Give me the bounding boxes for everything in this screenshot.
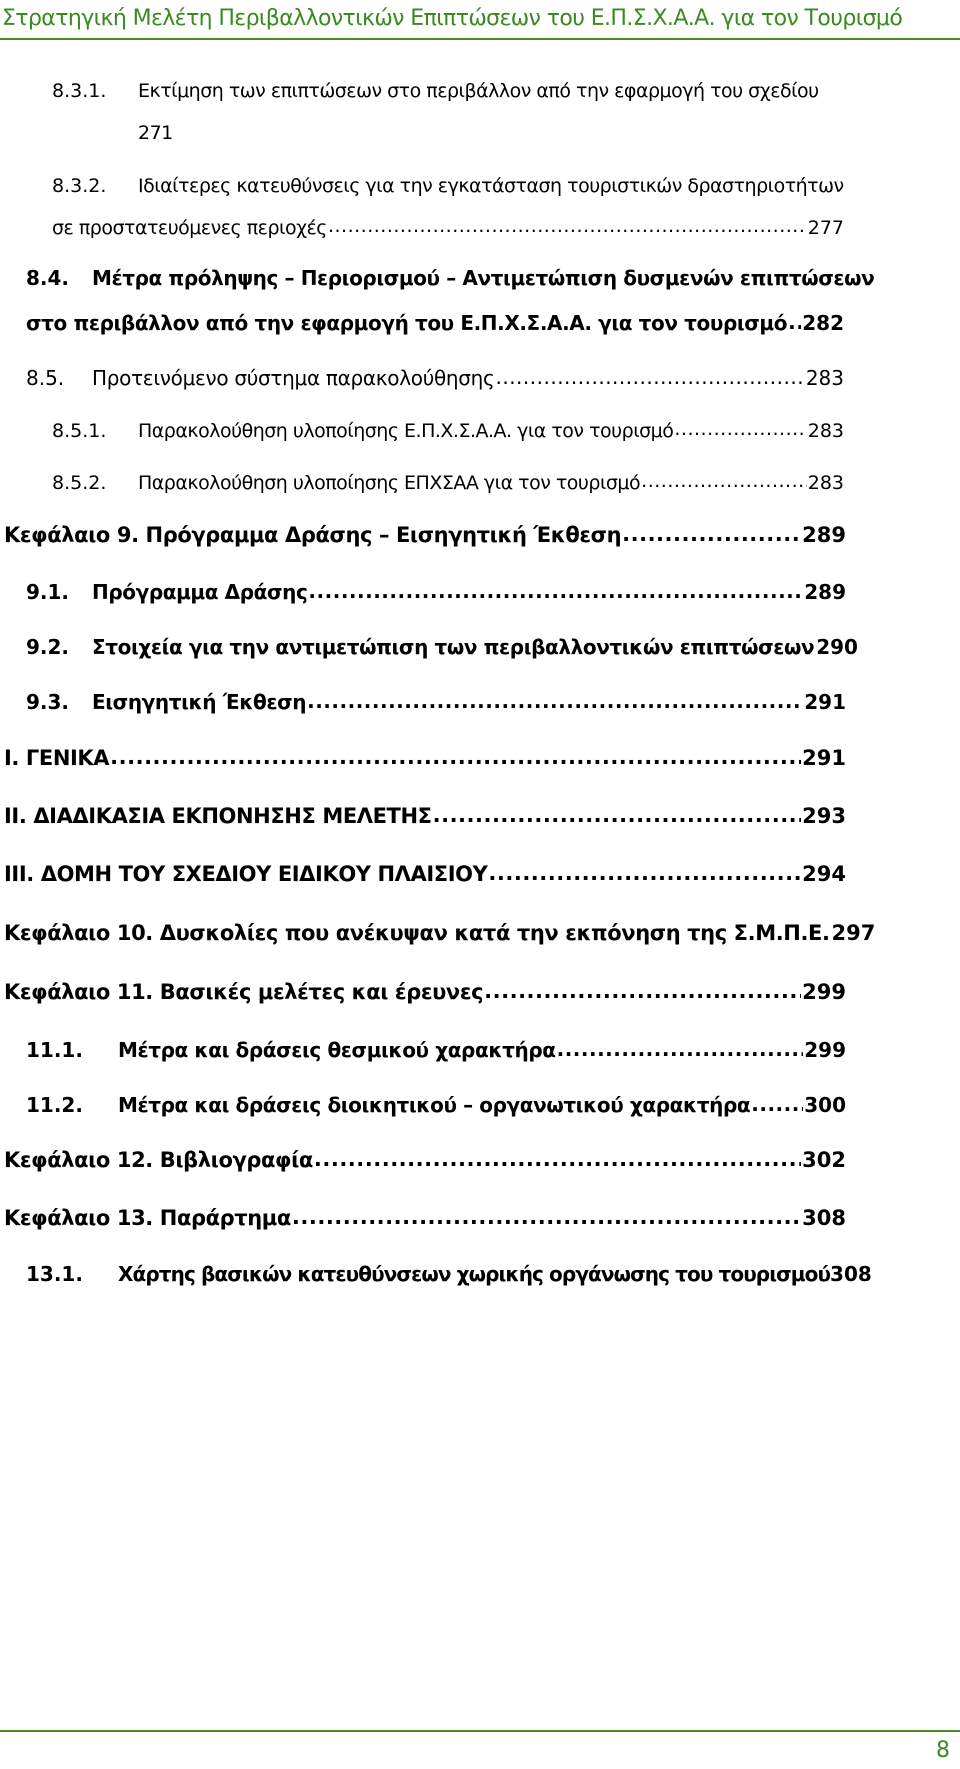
toc-entry-text: Πρόγραμμα Δράσης xyxy=(92,580,308,604)
toc-page-number: 289 xyxy=(804,580,846,604)
toc-page-number: 290 xyxy=(816,635,858,659)
toc-page-number: 302 xyxy=(802,1148,846,1172)
toc-page-number: 300 xyxy=(804,1093,846,1117)
leader-dots xyxy=(484,978,801,999)
leader-dots xyxy=(314,1146,801,1167)
leader-dots xyxy=(328,215,807,234)
toc-entry[interactable] xyxy=(26,1092,846,1117)
toc-entry-text-continued: 271 xyxy=(138,122,173,144)
leader-dots xyxy=(622,521,801,542)
toc-entry-text-continued: στο περιβάλλον από την εφαρμογή του Ε.Π.Χ.Σ.Α.Α. για τον τουρισμό xyxy=(26,311,788,335)
toc-entry-number: 13.1. xyxy=(26,1262,83,1286)
leader-dots xyxy=(495,365,804,385)
toc-page-number: 294 xyxy=(802,862,846,886)
toc-chapter[interactable] xyxy=(4,1146,846,1172)
leader-dots xyxy=(110,744,801,765)
toc-chapter-text: Κεφάλαιο 12. Βιβλιογραφία xyxy=(4,1148,313,1172)
toc-entry-text: Μέτρα και δράσεις θεσμικού χαρακτήρα xyxy=(118,1038,556,1062)
toc-entry-text: Στοιχεία για την αντιμετώπιση των περιβαλλοντικών επιπτώσεων xyxy=(92,635,815,659)
toc-entry[interactable] xyxy=(52,175,852,197)
document-title: Στρατηγική Μελέτη Περιβαλλοντικών Επιπτώσεων του Ε.Π.Σ.Χ.Α.Α. για τον Τουρισμό xyxy=(2,6,903,31)
toc-entry-text: Ιδιαίτερες κατευθύνσεις για την εγκατάσταση τουριστικών δραστηριοτήτων xyxy=(138,175,844,197)
toc-page-number: 283 xyxy=(807,420,844,442)
toc-page-number: 277 xyxy=(807,217,844,239)
leader-dots xyxy=(433,802,802,823)
toc-entry-number: 8.4. xyxy=(26,266,70,290)
toc-page-number: 299 xyxy=(802,980,846,1004)
toc-entry-number: 11.1. xyxy=(26,1038,83,1062)
footer-divider xyxy=(0,1730,960,1732)
toc-entry-text: Εκτίμηση των επιπτώσεων στο περιβάλλον από την εφαρμογή του σχεδίου xyxy=(138,80,819,102)
toc-chapter[interactable] xyxy=(4,802,846,828)
leader-dots xyxy=(557,1037,804,1057)
toc-chapter-text: Κεφάλαιο 13. Παράρτημα xyxy=(4,1206,291,1230)
toc-entry[interactable] xyxy=(52,418,844,442)
toc-chapter[interactable] xyxy=(4,978,846,1004)
toc-page-number: 291 xyxy=(804,690,846,714)
toc-entry-text: Παρακολούθηση υλοποίησης ΕΠΧΣΑΑ για τον τουρισμό xyxy=(138,472,641,494)
toc-entry-text: Παρακολούθηση υλοποίησης Ε.Π.Χ.Σ.Α.Α. για τον τουρισμό xyxy=(138,420,674,442)
toc-entry-number: 9.1. xyxy=(26,580,70,604)
leader-dots xyxy=(308,579,803,599)
toc-chapter[interactable] xyxy=(4,860,846,886)
toc-entry[interactable] xyxy=(26,689,846,714)
toc-entry[interactable] xyxy=(26,634,858,659)
toc-entry-number: 8.5.2. xyxy=(52,472,107,494)
toc-chapter-text: Κεφάλαιο 9. Πρόγραμμα Δράσης – Εισηγητική Έκθεση xyxy=(4,523,622,547)
toc-chapter-text: Κεφάλαιο 10. Δυσκολίες που ανέκυψαν κατά την εκπόνηση της Σ.Μ.Π.Ε. xyxy=(4,921,830,945)
leader-dots xyxy=(292,1204,801,1225)
toc-entry[interactable] xyxy=(26,1037,846,1062)
toc-entry-number: 8.5. xyxy=(26,366,65,390)
leader-dots xyxy=(307,689,803,709)
toc-page-number: 283 xyxy=(807,472,844,494)
toc-entry-text: Μέτρα και δράσεις διοικητικού – οργανωτικού χαρακτήρα xyxy=(118,1093,751,1117)
toc-entry[interactable] xyxy=(26,579,846,604)
toc-entry[interactable] xyxy=(52,470,844,494)
toc-chapter-text: Κεφάλαιο 11. Βασικές μελέτες και έρευνες xyxy=(4,980,484,1004)
toc-entry-continuation xyxy=(26,310,844,335)
toc-page-number: 308 xyxy=(830,1262,872,1286)
leader-dots xyxy=(751,1092,803,1112)
toc-entry-number: 11.2. xyxy=(26,1093,83,1117)
toc-page-number: 293 xyxy=(802,804,846,828)
toc-entry-continuation xyxy=(52,215,844,239)
toc-page-number: 291 xyxy=(802,746,846,770)
leader-dots xyxy=(674,418,806,437)
toc-entry-text: Εισηγητική Έκθεση xyxy=(92,690,307,714)
toc-chapter[interactable] xyxy=(4,521,846,547)
page-number: 8 xyxy=(936,1738,950,1763)
toc-entry-number: 8.3.2. xyxy=(52,175,107,197)
leader-dots xyxy=(641,470,807,489)
toc-page-number: 308 xyxy=(802,1206,846,1230)
toc-entry-number: 9.2. xyxy=(26,635,70,659)
toc-entry-continuation xyxy=(138,122,173,144)
toc-entry[interactable] xyxy=(26,266,875,290)
toc-entry[interactable] xyxy=(52,80,852,102)
toc-entry-number: 8.5.1. xyxy=(52,420,107,442)
leader-dots xyxy=(788,310,801,330)
toc-entry[interactable] xyxy=(26,365,844,390)
toc-page-number: 297 xyxy=(831,921,876,945)
leader-dots xyxy=(488,860,801,881)
toc-chapter[interactable] xyxy=(4,744,846,770)
toc-entry-text: Μέτρα πρόληψης – Περιορισμού – Αντιμετώπιση δυσμενών επιπτώσεων xyxy=(92,266,875,290)
toc-chapter-text: Ι. ΓΕΝΙΚΑ xyxy=(4,746,110,770)
toc-page-number: 282 xyxy=(802,311,844,335)
toc-entry[interactable] xyxy=(26,1262,872,1286)
toc-page-number: 283 xyxy=(805,366,844,390)
toc-chapter[interactable] xyxy=(4,919,876,945)
toc-chapter-text: ΙΙ. ΔΙΑΔΙΚΑΣΙΑ ΕΚΠΟΝΗΣΗΣ ΜΕΛΕΤΗΣ xyxy=(4,804,432,828)
toc-entry-text: Προτεινόμενο σύστημα παρακολούθησης xyxy=(92,366,495,390)
toc-entry-text: Χάρτης βασικών κατευθύνσεων χωρικής οργάνωσης του τουρισμού xyxy=(118,1262,831,1286)
toc-entry-number: 9.3. xyxy=(26,690,70,714)
toc-entry-text-continued: σε προστατευόμενες περιοχές xyxy=(52,217,327,239)
toc-chapter-text: ΙΙΙ. ΔΟΜΗ ΤΟΥ ΣΧΕΔΙΟΥ ΕΙΔΙΚΟΥ ΠΛΑΙΣΙΟΥ xyxy=(4,862,488,886)
toc-entry-number: 8.3.1. xyxy=(52,80,107,102)
toc-page-number: 289 xyxy=(802,523,846,547)
toc-page-number: 299 xyxy=(804,1038,846,1062)
toc-chapter[interactable] xyxy=(4,1204,846,1230)
